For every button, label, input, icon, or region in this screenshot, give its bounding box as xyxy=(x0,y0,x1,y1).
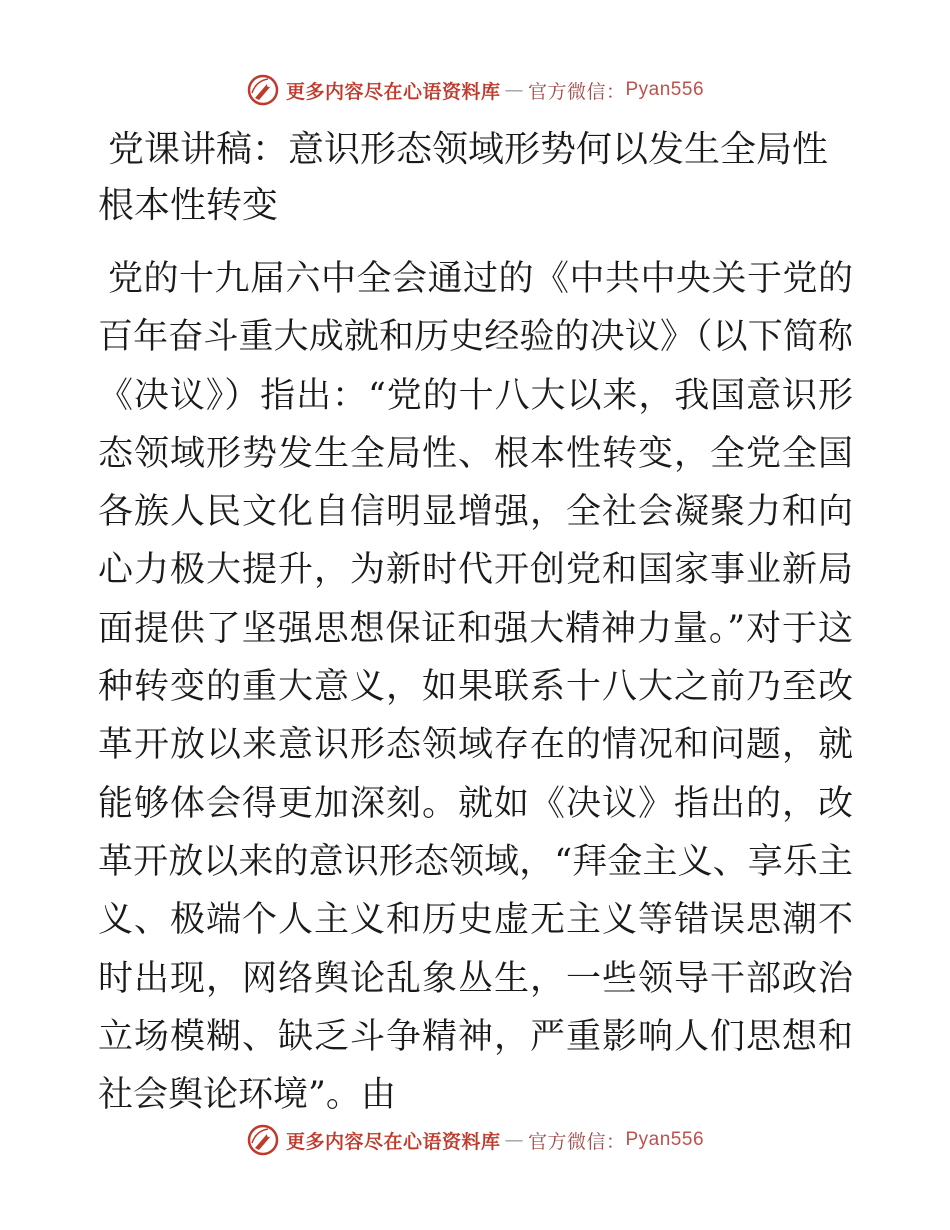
banner-title: 更多内容尽在心语资料库 xyxy=(285,80,501,103)
pen-nib-logo-icon xyxy=(246,73,280,107)
header-banner xyxy=(0,70,950,110)
banner-separator: — xyxy=(504,1129,524,1151)
banner-wechat-label: 官方微信： xyxy=(527,80,626,103)
banner-title: 更多内容尽在心语资料库 xyxy=(285,1130,501,1153)
banner-wechat-id: Pyan556 xyxy=(625,79,705,100)
body-paragraph: 党的十九届六中全会通过的《中共中央关于党的百年奋斗重大成就和历史经验的决议》（以下简称《决议》）指出：“党的十八大以来，我国意识形态领域形势发生全局性、根本性转变，全党全国各族人民文化自信明显增强，全社会凝聚力和向心力极大提升，为新时代开创党和国家事业新局面提供了坚强思想保证和强大精神力量。”对于这种转变的重大意义，如果联系十八大之前乃至改革开放以来意识形态领域存在的情况和问题，就能够体会得更加深刻。就如《决议》指出的，改革开放以来的意识形态领域，“拜金主义、享乐主义、极端个人主义和历史虚无主义等错误思潮不时出现，网络舆论乱象丛生，一些领导干部政治立场模糊、缺乏斗争精神，严重影响人们思想和社会舆论环境”。由 xyxy=(98,259,853,1116)
banner-wechat-label: 官方微信： xyxy=(527,1130,626,1153)
footer-banner xyxy=(0,1120,950,1160)
pen-nib-logo-icon xyxy=(246,1123,280,1157)
document-title: 党课讲稿：意识形态领域形势何以发生全局性根本性转变 xyxy=(98,129,829,226)
banner-separator: — xyxy=(504,79,524,101)
banner-wechat-id: Pyan556 xyxy=(625,1129,705,1150)
